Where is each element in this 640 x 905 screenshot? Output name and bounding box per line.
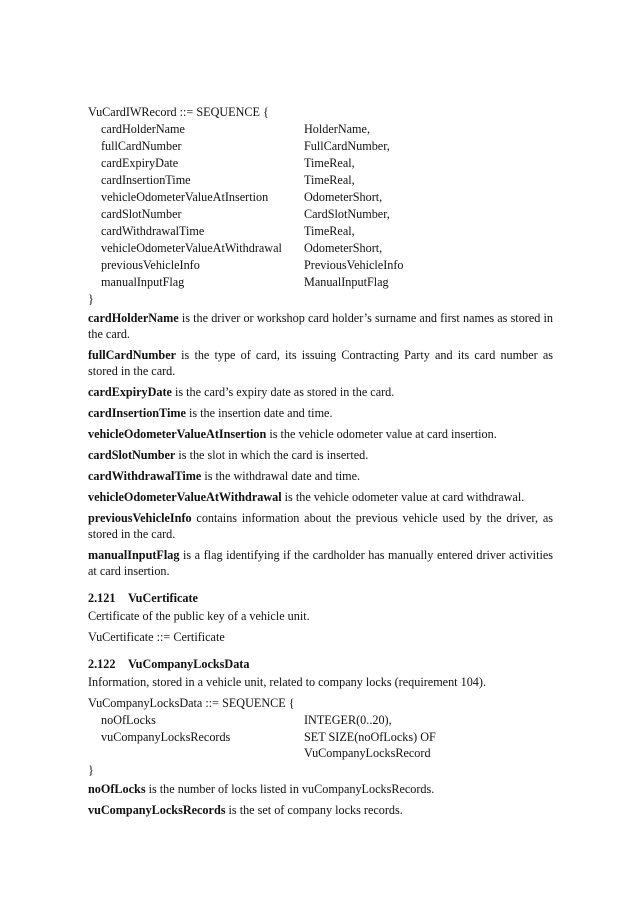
definition-term: vehicleOdometerValueAtWithdrawal [88, 490, 282, 504]
asn-sequence-header: VuCompanyLocksData ::= SEQUENCE { [88, 696, 295, 710]
definition-term: cardHolderName [88, 311, 179, 325]
definition-paragraph [88, 781, 553, 797]
definition-term: previousVehicleInfo [88, 511, 192, 525]
definition-paragraph [88, 468, 553, 484]
field-type: CardSlotNumber, [304, 207, 390, 221]
field-name: noOfLocks [101, 713, 156, 727]
definition-paragraph [88, 384, 553, 400]
field-type: INTEGER(0..20), [304, 713, 392, 727]
section-description: Information, stored in a vehicle unit, related to company locks (requirement 104). [88, 675, 486, 689]
field-type: TimeReal, [304, 224, 355, 238]
asn-field-list [88, 121, 553, 291]
definition-term: noOfLocks [88, 782, 146, 796]
asn-field [88, 257, 553, 274]
definition-text: is the set of company locks records. [225, 803, 403, 817]
definition-paragraph [88, 510, 553, 542]
field-name: vuCompanyLocksRecords [101, 730, 231, 744]
section-title: VuCertificate [128, 591, 198, 605]
definition-paragraph [88, 547, 553, 579]
field-name: cardInsertionTime [101, 173, 191, 187]
asn-field [88, 138, 553, 155]
vu-card-iw-record-definition [88, 104, 553, 308]
asn-field [88, 240, 553, 257]
section-title: VuCompanyLocksData [128, 657, 250, 671]
field-type-line: SET SIZE(noOfLocks) OF [304, 730, 436, 744]
asn-field [88, 121, 553, 138]
definition-text: is the insertion date and time. [185, 406, 333, 420]
asn-field [88, 274, 553, 291]
asn-sequence-header: VuCardIWRecord ::= SEQUENCE { [88, 105, 269, 119]
field-type-line: VuCompanyLocksRecord [304, 746, 431, 760]
field-name: vehicleOdometerValueAtInsertion [101, 190, 269, 204]
asn-field [88, 223, 553, 240]
definition-text: is the number of locks listed in vuCompanyLocksRecords. [145, 782, 435, 796]
field-type: TimeReal, [304, 156, 355, 170]
definition-text: is the card’s expiry date as stored in the card. [171, 385, 395, 399]
field-type: PreviousVehicleInfo [304, 258, 404, 272]
vu-company-locks-data-definition [88, 695, 553, 779]
field-name: cardExpiryDate [101, 156, 179, 170]
section-heading [88, 656, 553, 672]
field-name: manualInputFlag [101, 275, 185, 289]
definition-term: cardWithdrawalTime [88, 469, 202, 483]
asn-type-assignment: VuCertificate ::= Certificate [88, 630, 225, 644]
asn-closing-brace: } [88, 292, 94, 306]
section-description: Certificate of the public key of a vehicle unit. [88, 609, 310, 623]
definition-term: cardExpiryDate [88, 385, 172, 399]
field-type: OdometerShort, [304, 241, 383, 255]
definition-term: manualInputFlag [88, 548, 180, 562]
definition-term: vuCompanyLocksRecords [88, 803, 226, 817]
definition-paragraph [88, 802, 553, 818]
definition-text: contains information about the previous vehicle used by the driver, as stored in the card. [88, 511, 553, 541]
definition-term: vehicleOdometerValueAtInsertion [88, 427, 267, 441]
definition-text: is the withdrawal date and time. [201, 469, 361, 483]
definition-paragraph [88, 405, 553, 421]
field-name: cardSlotNumber [101, 207, 182, 221]
asn-field [88, 712, 553, 729]
definition-term: cardSlotNumber [88, 448, 176, 462]
definition-text: is the vehicle odometer value at card withdrawal. [281, 490, 525, 504]
asn-closing-brace: } [88, 763, 94, 777]
definition-term: cardInsertionTime [88, 406, 186, 420]
definition-paragraph [88, 426, 553, 442]
definition-term: fullCardNumber [88, 348, 177, 362]
section-heading [88, 590, 553, 606]
definition-paragraph [88, 310, 553, 342]
field-name: vehicleOdometerValueAtWithdrawal [101, 241, 282, 255]
asn-field [88, 189, 553, 206]
field-name: previousVehicleInfo [101, 258, 200, 272]
definition-text: is the type of card, its issuing Contracting Party and its card number as stored in the card. [88, 348, 553, 378]
asn-field [88, 155, 553, 172]
field-type [304, 729, 553, 762]
asn-field [88, 729, 553, 762]
field-name: cardWithdrawalTime [101, 224, 205, 238]
definition-paragraph [88, 447, 553, 463]
asn-field-list [88, 712, 553, 762]
field-type: OdometerShort, [304, 190, 383, 204]
section-number: 2.121 [88, 591, 116, 605]
field-type: ManualInputFlag [304, 275, 389, 289]
section-number: 2.122 [88, 657, 116, 671]
definition-text: is the vehicle odometer value at card insertion. [266, 427, 497, 441]
definition-text: is the slot in which the card is inserted. [175, 448, 369, 462]
asn-field [88, 172, 553, 189]
definition-paragraph [88, 347, 553, 379]
field-name: cardHolderName [101, 122, 185, 136]
definition-text: is a flag identifying if the cardholder has manually entered driver activities at card insertion. [88, 548, 553, 578]
field-type: HolderName, [304, 122, 370, 136]
document-page [88, 104, 553, 823]
definition-text: is the driver or workshop card holder’s surname and first names as stored in the card. [88, 311, 553, 341]
field-name: fullCardNumber [101, 139, 182, 153]
field-type: FullCardNumber, [304, 139, 390, 153]
field-type: TimeReal, [304, 173, 355, 187]
asn-field [88, 206, 553, 223]
definition-paragraph [88, 489, 553, 505]
